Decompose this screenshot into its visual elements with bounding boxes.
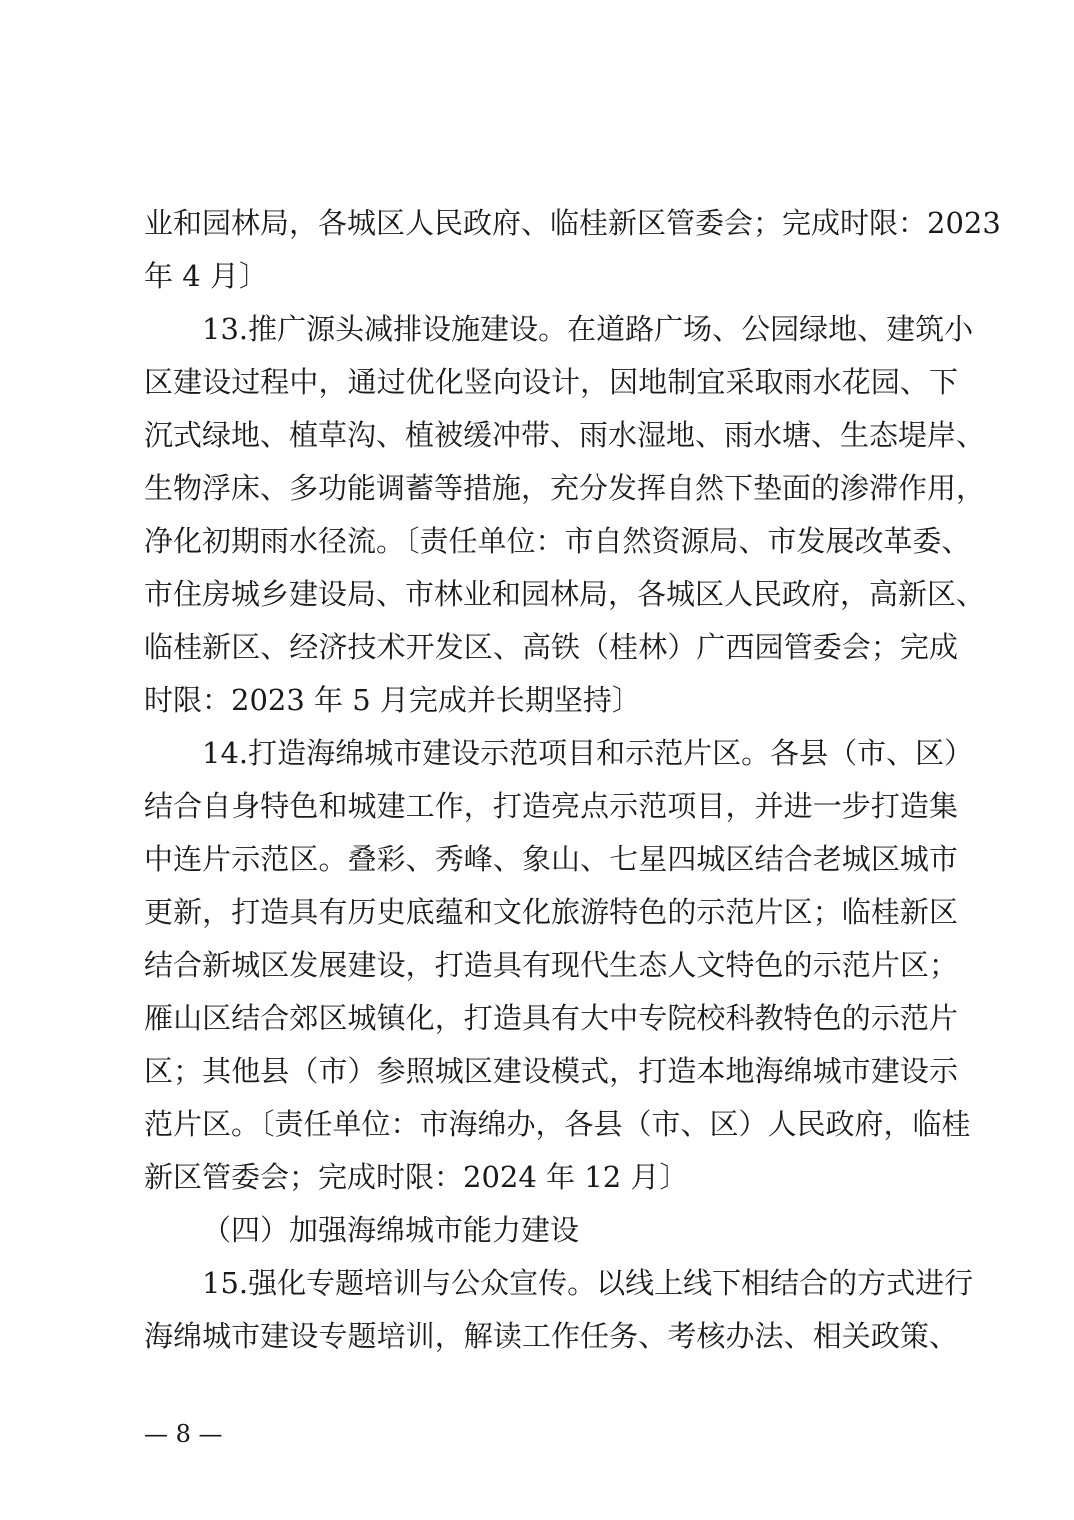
text-line: 市住房城乡建设局、市林业和园林局，各城区人民政府，高新区、 [144,577,986,611]
text-line: 时限：2023 年 5 月完成并长期坚持〕 [144,683,641,717]
text-line: 生物浮床、多功能调蓄等措施，充分发挥自然下垫面的渗滞作用， [144,471,986,505]
text-line: 沉式绿地、植草沟、植被缓冲带、雨水湿地、雨水塘、生态堤岸、 [144,418,986,452]
text-line: 临桂新区、经济技术开发区、高铁（桂林）广西园管委会；完成 [144,630,958,664]
body-text [144,197,1001,1363]
text-line: 海绵城市建设专题培训，解读工作任务、考核办法、相关政策、 [144,1319,958,1353]
section-heading: （四）加强海绵城市能力建设 [202,1213,580,1247]
text-line: 更新，打造具有历史底蕴和文化旅游特色的示范片区；临桂新区 [144,895,958,929]
paragraph-15-start: 15.强化专题培训与公众宣传。以线上线下相结合的方式进行 [202,1266,974,1300]
text-line: 年 4 月〕 [144,259,268,293]
text-line: 业和园林局，各城区人民政府、临桂新区管委会；完成时限：2023 [144,206,1001,240]
paragraph-14-start: 14.打造海绵城市建设示范项目和示范片区。各县（市、区） [202,736,974,770]
text-line: 中连片示范区。叠彩、秀峰、象山、七星四城区结合老城区城市 [144,842,958,876]
text-line: 新区管委会；完成时限：2024 年 12 月〕 [144,1160,689,1194]
text-line: 范片区。〔责任单位：市海绵办，各县（市、区）人民政府，临桂 [144,1107,971,1141]
text-line: 雁山区结合郊区城镇化，打造具有大中专院校科教特色的示范片 [144,1001,958,1035]
text-line: 结合自身特色和城建工作，打造亮点示范项目，并进一步打造集 [144,789,958,823]
text-line: 区；其他县（市）参照城区建设模式，打造本地海绵城市建设示 [144,1054,958,1088]
page-number: — 8 — [144,1420,223,1448]
text-line: 净化初期雨水径流。〔责任单位：市自然资源局、市发展改革委、 [144,524,971,558]
paragraph-13-start: 13.推广源头减排设施建设。在道路广场、公园绿地、建筑小 [202,312,974,346]
text-line: 结合新城区发展建设，打造具有现代生态人文特色的示范片区； [144,948,958,982]
text-line: 区建设过程中，通过优化竖向设计，因地制宜采取雨水花园、下 [144,365,958,399]
